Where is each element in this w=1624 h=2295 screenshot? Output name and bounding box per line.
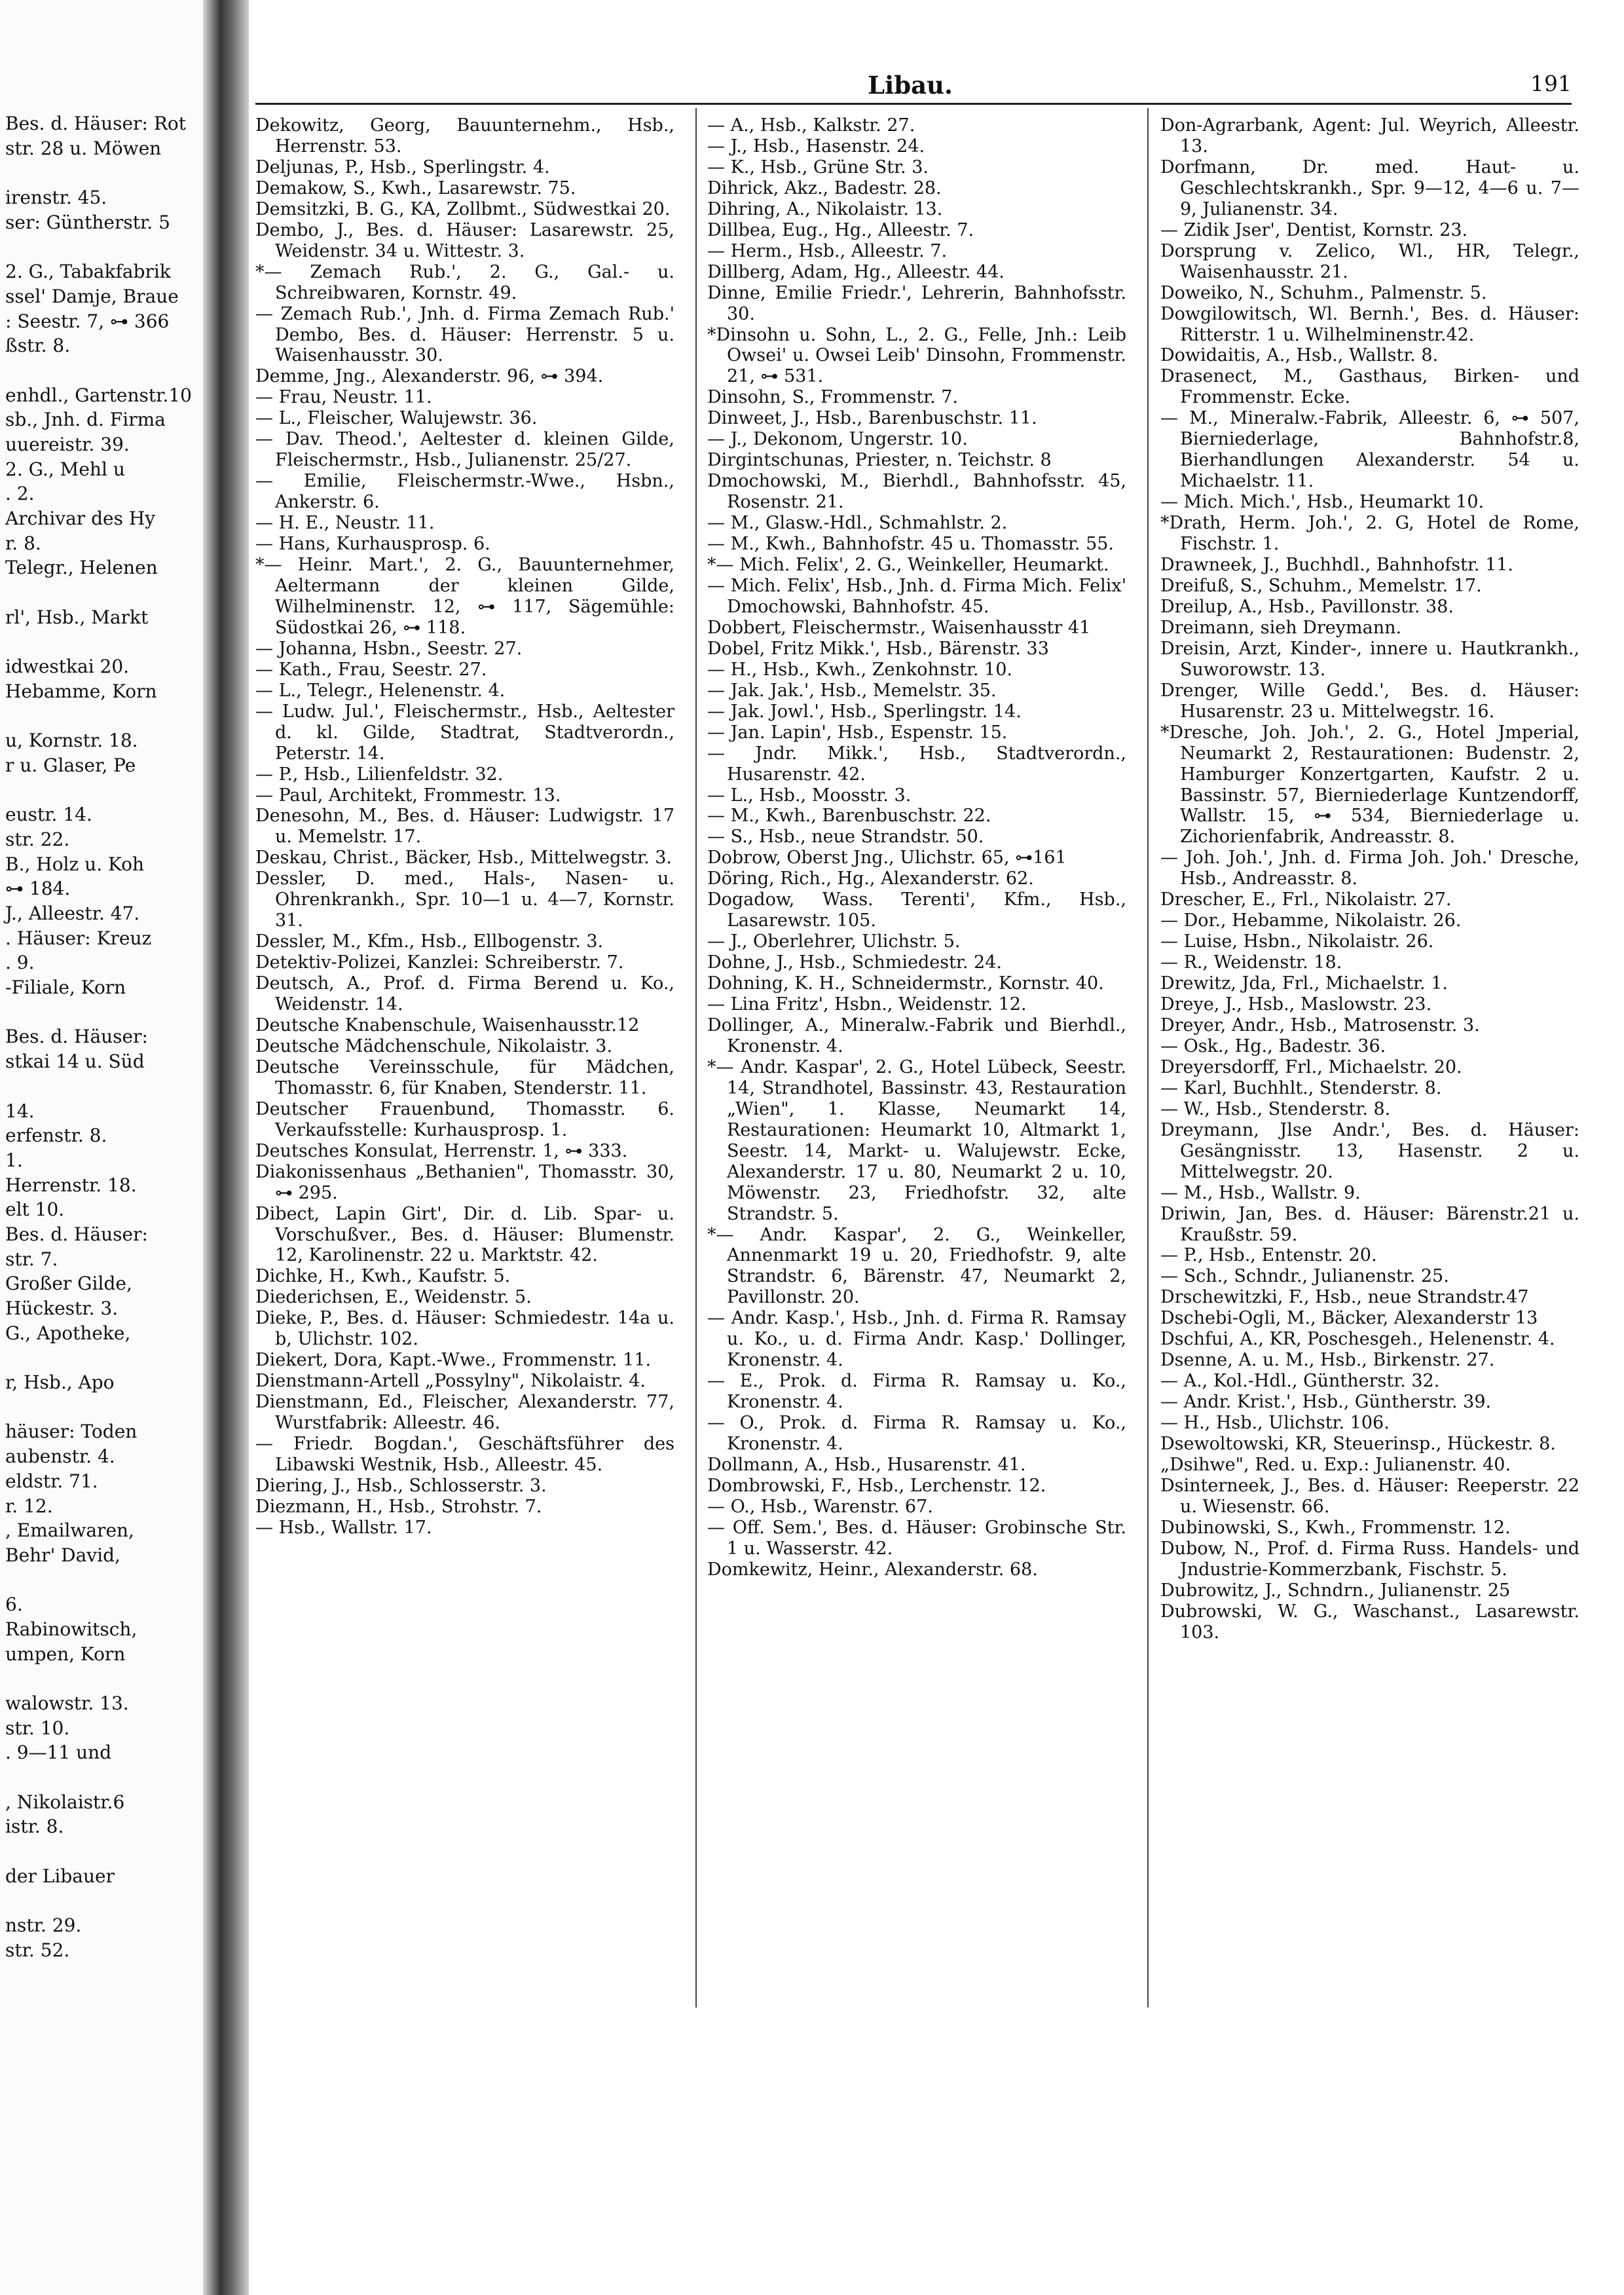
directory-entry: Detektiv-Polizei, Kanzlei: Schreiberstr. 7. <box>255 952 624 973</box>
directory-entry: Dreye, J., Hsb., Maslowstr. 23. <box>1160 994 1432 1015</box>
previous-page-line <box>5 778 221 803</box>
previous-page-line <box>5 629 221 654</box>
directory-entry: Dohning, K. H., Schneidermstr., Kornstr. 40. <box>707 973 1104 994</box>
directory-entry: *Dinsohn u. Sohn, L., 2. G., Felle, Jnh.: Leib Owsei' u. Owsei Leib' Dinsohn, Frommenstr. 21, ⊶ 531. <box>707 324 1126 387</box>
previous-page-line: ßstr. 8. <box>5 335 71 357</box>
previous-page-line: . 2. <box>5 483 35 505</box>
directory-entry: Dohne, J., Hsb., Schmiedestr. 24. <box>707 952 1002 973</box>
directory-entry: Drawneek, J., Buchhdl., Bahnhofstr. 11. <box>1160 555 1514 576</box>
previous-page-line: G., Apotheke, <box>5 1322 131 1344</box>
directory-entry: — Frau, Neustr. 11. <box>255 387 432 408</box>
directory-entry: Dirgintschunas, Priester, n. Teichstr. 8 <box>707 450 1052 471</box>
directory-entry: Diering, J., Hsb., Schlosserstr. 3. <box>255 1475 547 1496</box>
directory-entry: Dinsohn, S., Frommenstr. 7. <box>707 387 959 408</box>
directory-entry: — K., Hsb., Grüne Str. 3. <box>707 157 929 177</box>
directory-entry: — M., Hsb., Wallstr. 9. <box>1160 1182 1361 1203</box>
directory-entry: — Jndr. Mikk.', Hsb., Stadtverordn., Husarenstr. 42. <box>707 743 1126 785</box>
previous-page-line: Bes. d. Häuser: Rot <box>5 113 187 134</box>
directory-entry: — Sch., Schndr., Julianenstr. 25. <box>1160 1266 1449 1287</box>
directory-entry: — M., Kwh., Bahnhofstr. 45 u. Thomasstr. 55. <box>707 534 1115 555</box>
previous-page-line: Großer Gilde, <box>5 1273 132 1295</box>
directory-entry: — Osk., Hg., Badestr. 36. <box>1160 1036 1386 1056</box>
directory-entry: Dubinowski, S., Kwh., Frommenstr. 12. <box>1160 1517 1511 1538</box>
directory-entry: Dogadow, Wass. Terenti', Kfm., Hsb., Lasarewstr. 105. <box>707 889 1126 931</box>
directory-entry: Doweiko, N., Schuhm., Palmenstr. 5. <box>1160 282 1487 303</box>
directory-entry: — L., Telegr., Helenenstr. 4. <box>255 680 506 701</box>
directory-entry: — Dav. Theod.', Aeltester d. kleinen Gilde, Fleischermstr., Hsb., Julianenstr. 25/27. <box>255 429 674 471</box>
previous-page-line: sb., Jnh. d. Firma <box>5 409 166 431</box>
directory-entry: *— Zemach Rub.', 2. G., Gal.- u. Schreibwaren, Kornstr. 49. <box>255 261 674 303</box>
previous-page-line: . Häuser: Kreuz <box>5 927 152 949</box>
page-title: Libau. <box>868 71 953 100</box>
directory-entry: Dembo, J., Bes. d. Häuser: Lasarewstr. 25, Weidenstr. 34 u. Wittestr. 3. <box>255 219 674 261</box>
previous-page-line: Rabinowitsch, <box>5 1618 138 1640</box>
directory-entry: Dillberg, Adam, Hg., Alleestr. 44. <box>707 261 1005 282</box>
previous-page-line: ser: Güntherstr. 5 <box>5 211 170 233</box>
previous-page-line: B., Holz u. Koh <box>5 853 145 875</box>
previous-page-line: elt 10. <box>5 1199 65 1221</box>
directory-page <box>249 0 1624 2295</box>
previous-page-line: . 9—11 und <box>5 1742 112 1764</box>
column-divider <box>1147 108 1149 2007</box>
directory-entry: Dsinterneek, J., Bes. d. Häuser: Reeperstr. 22 u. Wiesenstr. 66. <box>1160 1475 1579 1517</box>
previous-page-line: str. 22. <box>5 828 70 850</box>
directory-entry: — Emilie, Fleischermstr.-Wwe., Hsbn., Ankerstr. 6. <box>255 471 674 513</box>
directory-entry: Dorfmann, Dr. med. Haut- u. Geschlechtskrankh., Spr. 9—12, 4—6 u. 7—9, Julianenstr. 34. <box>1160 157 1579 219</box>
previous-page-line: J., Alleestr. 47. <box>5 903 140 924</box>
directory-entry: Dreyer, Andr., Hsb., Matrosenstr. 3. <box>1160 1015 1480 1036</box>
directory-entry: Deskau, Christ., Bäcker, Hsb., Mittelwegstr. 3. <box>255 848 673 868</box>
directory-entry: Deljunas, P., Hsb., Sperlingstr. 4. <box>255 157 550 177</box>
previous-page-line: Herrenstr. 18. <box>5 1174 137 1196</box>
directory-entry: — Hsb., Wallstr. 17. <box>255 1517 432 1538</box>
directory-entry: — P., Hsb., Entenstr. 20. <box>1160 1245 1377 1266</box>
directory-entry: Dihrick, Akz., Badestr. 28. <box>707 177 942 198</box>
directory-entry: Denesohn, M., Bes. d. Häuser: Ludwigstr. 17 u. Memelstr. 17. <box>255 806 674 848</box>
directory-entry: Dinweet, J., Hsb., Barenbuschstr. 11. <box>707 408 1037 429</box>
directory-entry: — Mich. Felix', Hsb., Jnh. d. Firma Mich. Felix' Dmochowski, Bahnhofstr. 45. <box>707 575 1126 617</box>
previous-page-strip <box>0 0 223 2295</box>
directory-entry: Dubrowitz, J., Schndrn., Julianenstr. 25 <box>1160 1580 1511 1601</box>
previous-page-line: idwestkai 20. <box>5 656 130 678</box>
previous-page-line <box>5 1568 221 1593</box>
directory-entry: — Friedr. Bogdan.', Geschäftsführer des Libawski Westnik, Hsb., Alleestr. 45. <box>255 1434 674 1475</box>
previous-page-line: 2. G., Tabakfabrik <box>5 261 171 283</box>
directory-entry: Dowgilowitsch, Wl. Bernh.', Bes. d. Häuser: Ritterstr. 1 u. Wilhelminenstr.42. <box>1160 303 1579 345</box>
directory-entry: Dubrowski, W. G., Waschanst., Lasarewstr. 103. <box>1160 1601 1579 1643</box>
previous-page-line <box>5 1765 221 1790</box>
previous-page-line: u, Kornstr. 18. <box>5 730 138 752</box>
previous-page-line: Hebamme, Korn <box>5 680 157 702</box>
previous-page-line: aubenstr. 4. <box>5 1446 115 1468</box>
previous-page-line <box>5 234 221 259</box>
directory-entry: Deutsches Konsulat, Herrenstr. 1, ⊶ 333. <box>255 1140 628 1161</box>
directory-entry: Drasenect, M., Gasthaus, Birken- und Frommenstr. Ecke. <box>1160 366 1579 408</box>
directory-entry: Dsenne, A. u. M., Hsb., Birkenstr. 27. <box>1160 1350 1495 1371</box>
directory-entry: — H., Hsb., Kwh., Zenkohnstr. 10. <box>707 659 1013 680</box>
directory-entry: — H., Hsb., Ulichstr. 106. <box>1160 1413 1390 1434</box>
previous-page-line: uuereistr. 39. <box>5 433 130 455</box>
directory-entry: — J., Dekonom, Ungerstr. 10. <box>707 429 968 450</box>
previous-page-line: Hückestr. 3. <box>5 1297 119 1319</box>
directory-entry: — Johanna, Hsbn., Seestr. 27. <box>255 638 523 659</box>
previous-page-line: . 9. <box>5 952 35 974</box>
directory-entry: — R., Weidenstr. 18. <box>1160 952 1342 973</box>
previous-page-line: str. 7. <box>5 1248 58 1270</box>
directory-entry: *Drath, Herm. Joh.', 2. G, Hotel de Rome, Fischstr. 1. <box>1160 513 1579 555</box>
directory-entry: — Ludw. Jul.', Fleischermstr., Hsb., Aeltester d. kl. Gilde, Stadtrat, Stadtverordn., Peterstr. 14. <box>255 701 674 764</box>
directory-entry: Demakow, S., Kwh., Lasarewstr. 75. <box>255 177 576 198</box>
page-header <box>249 71 1572 103</box>
directory-entry: Dienstmann-Artell „Possylny", Nikolaistr. 4. <box>255 1371 646 1392</box>
previous-page-line: r u. Glaser, Pe <box>5 754 136 776</box>
previous-page-line <box>5 1839 221 1864</box>
directory-entry: *— Mich. Felix', 2. G., Weinkeller, Heumarkt. <box>707 555 1109 576</box>
directory-entry: — Mich. Mich.', Hsb., Heumarkt 10. <box>1160 492 1485 513</box>
previous-page-line: -Filiale, Korn <box>5 977 126 999</box>
directory-entry: — Zidik Jser', Dentist, Kornstr. 23. <box>1160 219 1468 240</box>
directory-entry: Dienstmann, Ed., Fleischer, Alexanderstr. 77, Wurstfabrik: Alleestr. 46. <box>255 1392 674 1434</box>
directory-entry: Dessler, D. med., Hals-, Nasen- u. Ohrenkrankh., Spr. 10—1 u. 4—7, Kornstr. 31. <box>255 868 674 931</box>
previous-page-line: str. 10. <box>5 1717 70 1739</box>
page-number: 191 <box>1530 71 1572 96</box>
book-gutter-shadow <box>203 0 223 2295</box>
directory-entry: *— Heinr. Mart.', 2. G., Bauunternehmer, Aeltermann der kleinen Gilde, Wilhelminenstr. 12, ⊶ 117, Sägemühle: Südostkai 26, ⊶ 118. <box>255 555 674 638</box>
directory-entry: — W., Hsb., Stenderstr. 8. <box>1160 1098 1391 1119</box>
previous-page-line: 6. <box>5 1594 23 1616</box>
previous-page-line <box>5 1666 221 1691</box>
previous-page-line <box>5 160 221 185</box>
directory-entry: Diezmann, H., Hsb., Strohstr. 7. <box>255 1496 542 1517</box>
directory-entry: — J., Hsb., Hasenstr. 24. <box>707 136 925 157</box>
directory-entry: Domkewitz, Heinr., Alexanderstr. 68. <box>707 1559 1038 1580</box>
directory-entry: — E., Prok. d. Firma R. Ramsay u. Ko., Kronenstr. 4. <box>707 1371 1126 1413</box>
directory-entry: Dillbea, Eug., Hg., Alleestr. 7. <box>707 219 974 240</box>
directory-entry: Dobrow, Oberst Jng., Ulichstr. 65, ⊶161 <box>707 848 1067 868</box>
previous-page-line: : Seestr. 7, ⊶ 366 <box>5 310 170 332</box>
previous-page-line: str. 28 u. Möwen <box>5 137 162 159</box>
directory-entry: Deutsche Vereinsschule, für Mädchen, Thomasstr. 6, für Knaben, Stenderstr. 11. <box>255 1056 674 1098</box>
previous-page-line <box>5 1889 221 1914</box>
directory-entry: Dinne, Emilie Friedr.', Lehrerin, Bahnhofsstr. 30. <box>707 282 1126 324</box>
directory-entry: Döring, Rich., Hg., Alexanderstr. 62. <box>707 868 1034 889</box>
directory-entry: — O., Prok. d. Firma R. Ramsay u. Ko., Kronenstr. 4. <box>707 1413 1126 1455</box>
directory-entry: Deutsch, A., Prof. d. Firma Berend u. Ko., Weidenstr. 14. <box>255 973 674 1015</box>
previous-page-line <box>5 358 221 383</box>
directory-entry: — Karl, Buchhlt., Stenderstr. 8. <box>1160 1077 1442 1098</box>
directory-entry: Dreymann, Jlse Andr.', Bes. d. Häuser: Gesängnisstr. 13, Hasenstr. 2 u. Mittelwegstr. 20. <box>1160 1119 1579 1182</box>
directory-entry: — Andr. Krist.', Hsb., Güntherstr. 39. <box>1160 1392 1492 1413</box>
directory-entry: — Herm., Hsb., Alleestr. 7. <box>707 240 948 261</box>
previous-page-line: 14. <box>5 1100 35 1122</box>
directory-entry: — M., Mineralw.-Fabrik, Alleestr. 6, ⊶ 507, Bierniederlage, Bahnhofstr.8, Bierhandlungen Alexanderstr. 54 u. Michaelstr. 11. <box>1160 408 1579 492</box>
previous-page-line: Telegr., Helenen <box>5 557 158 579</box>
directory-entry: Diederichsen, E., Weidenstr. 5. <box>255 1287 532 1308</box>
directory-entry: Diakonissenhaus „Bethanien", Thomasstr. 30, ⊶ 295. <box>255 1161 674 1203</box>
directory-entry: *— Andr. Kaspar', 2. G., Weinkeller, Annenmarkt 19 u. 20, Friedhofstr. 9, alte Strandstr. 6, Bärenstr. 47, Neumarkt 2, Pavillonstr. 20. <box>707 1224 1126 1308</box>
directory-entry: — Jak. Jowl.', Hsb., Sperlingstr. 14. <box>707 701 1022 722</box>
directory-entry: — P., Hsb., Lilienfeldstr. 32. <box>255 764 504 785</box>
directory-entry: — Dor., Hebamme, Nikolaistr. 26. <box>1160 910 1462 931</box>
directory-entry: Deutsche Knabenschule, Waisenhausstr.12 <box>255 1015 640 1036</box>
previous-page-line: nstr. 29. <box>5 1914 82 1937</box>
directory-entry: — Kath., Frau, Seestr. 27. <box>255 659 487 680</box>
previous-page-line: eustr. 14. <box>5 804 92 826</box>
directory-entry: — M., Kwh., Barenbuschstr. 22. <box>707 806 991 827</box>
previous-page-line: Archivar des Hy <box>5 508 156 529</box>
directory-entry: Dobel, Fritz Mikk.', Hsb., Bärenstr. 33 <box>707 638 1049 659</box>
previous-page-line <box>5 1074 221 1099</box>
directory-entry: — L., Fleischer, Walujewstr. 36. <box>255 408 538 429</box>
directory-entry: Dreyersdorff, Frl., Michaelstr. 20. <box>1160 1056 1462 1077</box>
previous-page-line: Bes. d. Häuser: <box>5 1026 148 1048</box>
directory-entry: Drescher, E., Frl., Nikolaistr. 27. <box>1160 889 1452 910</box>
directory-entry: Dollmann, A., Hsb., Husarenstr. 41. <box>707 1455 1026 1475</box>
directory-entry: — H. E., Neustr. 11. <box>255 513 435 534</box>
directory-entry: Dubow, N., Prof. d. Firma Russ. Handels- und Jndustrie-Kommerzbank, Fischstr. 5. <box>1160 1538 1579 1580</box>
directory-entry: Drenger, Wille Gedd.', Bes. d. Häuser: Husarenstr. 23 u. Mittelwegstr. 16. <box>1160 680 1579 722</box>
previous-page-line: r, Hsb., Apo <box>5 1371 115 1394</box>
directory-entry: Don-Agrarbank, Agent: Jul. Weyrich, Alleestr. 13. <box>1160 115 1579 157</box>
directory-entry: Dreilup, A., Hsb., Pavillonstr. 38. <box>1160 596 1454 617</box>
directory-entry: *Dresche, Joh. Joh.', 2. G., Hotel Jmperial, Neumarkt 2, Restaurationen: Budenstr. 2, Hamburger Konzertgarten, Kaufstr. 2 u. Bassinstr. 57, Bierniederlage Kuntzendorff, Wallstr. 15, ⊶ 534, Bierniederlage u. Zichorienfabrik, Andreasstr. 8. <box>1160 722 1579 848</box>
previous-page-line: stkai 14 u. Süd <box>5 1051 145 1073</box>
column-divider <box>695 108 697 2007</box>
previous-page-line: irenstr. 45. <box>5 187 107 209</box>
previous-page-line <box>5 580 221 605</box>
directory-entry: Drschewitzki, F., Hsb., neue Strandstr.47 <box>1160 1287 1529 1308</box>
previous-page-line <box>5 1345 221 1370</box>
previous-page-line: Behr' David, <box>5 1544 120 1566</box>
directory-entry: Dreifuß, S., Schuhm., Memelstr. 17. <box>1160 575 1482 596</box>
previous-page-line: , Emailwaren, <box>5 1520 134 1542</box>
previous-page-line: walowstr. 13. <box>5 1692 129 1714</box>
directory-entry: Deutscher Frauenbund, Thomasstr. 6. Verkaufsstelle: Kurhausprosp. 1. <box>255 1098 674 1140</box>
previous-page-line: erfenstr. 8. <box>5 1125 107 1147</box>
directory-column-2 <box>707 115 1126 1580</box>
directory-entry: Diekert, Dora, Kapt.-Wwe., Frommenstr. 11. <box>255 1350 652 1371</box>
directory-entry: Dekowitz, Georg, Bauunternehm., Hsb., Herrenstr. 53. <box>255 115 674 157</box>
directory-entry: — Paul, Architekt, Frommestr. 13. <box>255 785 561 806</box>
previous-page-line: 2. G., Mehl u <box>5 458 125 480</box>
directory-entry: Dobbert, Fleischermstr., Waisenhausstr 41 <box>707 617 1091 638</box>
previous-page-line: istr. 8. <box>5 1816 64 1838</box>
previous-page-line: 1. <box>5 1149 23 1171</box>
directory-entry: Dsewoltowski, KR, Steuerinsp., Hückestr. 8. <box>1160 1434 1556 1455</box>
previous-page-line: eldstr. 71. <box>5 1470 98 1492</box>
directory-entry: Demsitzki, B. G., KA, Zollbmt., Südwestkai 20. <box>255 198 671 219</box>
directory-entry: Dessler, M., Kfm., Hsb., Ellbogenstr. 3. <box>255 931 604 952</box>
directory-entry: Dreimann, sieh Dreymann. <box>1160 617 1402 638</box>
previous-page-line: häuser: Toden <box>5 1421 138 1443</box>
previous-page-line: Bes. d. Häuser: <box>5 1223 148 1245</box>
directory-column-3 <box>1160 115 1579 1643</box>
previous-page-line <box>5 1395 221 1420</box>
directory-column-1 <box>255 115 674 1539</box>
previous-page-line: , Nikolaistr.6 <box>5 1791 125 1813</box>
directory-entry: — Luise, Hsbn., Nikolaistr. 26. <box>1160 931 1434 952</box>
previous-page-line <box>5 704 221 729</box>
previous-page-line: ⊶ 184. <box>5 878 71 900</box>
directory-entry: — A., Hsb., Kalkstr. 27. <box>707 115 915 136</box>
previous-page-line: str. 52. <box>5 1939 70 1961</box>
directory-entry: Dowidaitis, A., Hsb., Wallstr. 8. <box>1160 345 1439 366</box>
directory-entry: — Hans, Kurhausprosp. 6. <box>255 534 490 555</box>
directory-entry: Dibect, Lapin Girt', Dir. d. Lib. Spar- u. Vorschußver., Bes. d. Häuser: Blumenstr. 12, Karolinenstr. 22 u. Marktstr. 42. <box>255 1203 674 1266</box>
directory-entry: Dorsprung v. Zelico, Wl., HR, Telegr., Waisenhausstr. 21. <box>1160 240 1579 282</box>
previous-page-line: r. 8. <box>5 532 41 554</box>
directory-entry: Deutsche Mädchenschule, Nikolaistr. 3. <box>255 1036 613 1056</box>
header-rule <box>255 103 1572 105</box>
directory-entry: — A., Kol.-Hdl., Güntherstr. 32. <box>1160 1371 1440 1392</box>
directory-entry: — Jan. Lapin', Hsb., Espenstr. 15. <box>707 722 1008 743</box>
directory-entry: — J., Oberlehrer, Ulichstr. 5. <box>707 931 961 952</box>
directory-entry: Dieke, P., Bes. d. Häuser: Schmiedestr. 14a u. b, Ulichstr. 102. <box>255 1308 674 1350</box>
previous-page-line: r. 12. <box>5 1495 53 1517</box>
previous-page-text <box>5 111 221 1963</box>
directory-entry: Dombrowski, F., Hsb., Lerchenstr. 12. <box>707 1475 1046 1496</box>
directory-entry: — Jak. Jak.', Hsb., Memelstr. 35. <box>707 680 997 701</box>
directory-entry: — M., Glasw.-Hdl., Schmahlstr. 2. <box>707 513 1008 534</box>
directory-entry: *— Andr. Kaspar', 2. G., Hotel Lübeck, Seestr. 14, Strandhotel, Bassinstr. 43, Restauration „Wien", 1. Klasse, Neumarkt 14, Restaurationen: Heumarkt 10, Altmarkt 1, Seestr. 14, Markt- u. Walujewstr. Ecke, Alexanderstr. 17 u. 80, Neumarkt 2 u. 10, Möwenstr. 23, Friedhofstr. 32, alte Strandstr. 5. <box>707 1056 1126 1224</box>
page-edge-shadow <box>221 0 249 2295</box>
previous-page-line <box>5 1000 221 1025</box>
previous-page-line: der Libauer <box>5 1865 115 1887</box>
previous-page-line: enhdl., Gartenstr.10 <box>5 384 192 406</box>
directory-entry: Drewitz, Jda, Frl., Michaelstr. 1. <box>1160 973 1448 994</box>
previous-page-line: ssel' Damje, Braue <box>5 285 179 307</box>
directory-entry: Dichke, H., Kwh., Kaufstr. 5. <box>255 1266 511 1287</box>
directory-entry: — S., Hsb., neue Strandstr. 50. <box>707 827 984 848</box>
directory-entry: — Off. Sem.', Bes. d. Häuser: Grobinsche Str. 1 u. Wasserstr. 42. <box>707 1517 1126 1559</box>
directory-entry: Dmochowski, M., Bierhdl., Bahnhofsstr. 45, Rosenstr. 21. <box>707 471 1126 513</box>
directory-entry: Dschfui, A., KR, Poschesgeh., Helenenstr. 4. <box>1160 1329 1555 1350</box>
directory-entry: Dreisin, Arzt, Kinder-, innere u. Hautkrankh., Suworowstr. 13. <box>1160 638 1579 680</box>
previous-page-line: umpen, Korn <box>5 1643 126 1665</box>
directory-entry: Dihring, A., Nikolaistr. 13. <box>707 198 943 219</box>
directory-entry: — L., Hsb., Moosstr. 3. <box>707 785 912 806</box>
directory-entry: — Andr. Kasp.', Hsb., Jnh. d. Firma R. Ramsay u. Ko., u. d. Firma Andr. Kasp.' Dollinger, Kronenstr. 4. <box>707 1308 1126 1371</box>
directory-entry: „Dsihwe", Red. u. Exp.: Julianenstr. 40. <box>1160 1455 1511 1475</box>
directory-entry: Dollinger, A., Mineralw.-Fabrik und Bierhdl., Kronenstr. 4. <box>707 1015 1126 1056</box>
directory-entry: Driwin, Jan, Bes. d. Häuser: Bärenstr.21 u. Kraußstr. 59. <box>1160 1203 1579 1245</box>
previous-page-line: rl', Hsb., Markt <box>5 606 149 628</box>
directory-entry: — Joh. Joh.', Jnh. d. Firma Joh. Joh.' Dresche, Hsb., Andreasstr. 8. <box>1160 848 1579 889</box>
directory-entry: — Lina Fritz', Hsbn., Weidenstr. 12. <box>707 994 1027 1015</box>
directory-entry: Demme, Jng., Alexanderstr. 96, ⊶ 394. <box>255 366 604 387</box>
directory-entry: Dschebi-Ogli, M., Bäcker, Alexanderstr 13 <box>1160 1308 1538 1329</box>
directory-entry: — Zemach Rub.', Jnh. d. Firma Zemach Rub.' Dembo, Bes. d. Häuser: Herrenstr. 5 u. Waisenhausstr. 30. <box>255 303 674 366</box>
directory-entry: — O., Hsb., Warenstr. 67. <box>707 1496 933 1517</box>
